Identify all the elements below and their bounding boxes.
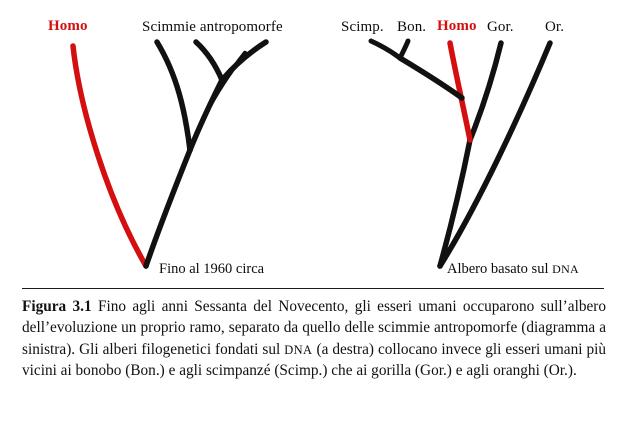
right-tree-bonobo-branch [400,41,408,58]
left-tree-tip-label-apes: Scimmie antropomorfe [142,19,283,35]
right-tree-tip-label-or: Or. [545,19,565,35]
right-tree-base-stem [440,140,470,266]
right-tree-tip-label-homo: Homo [437,18,477,34]
figure-number: Figura 3.1 [22,298,92,315]
caption-smallcaps-dna: DNA [284,342,313,357]
left-tree-homo-branch [73,46,146,266]
right-tree-tip-label-bon: Bon. [397,19,427,35]
figure-caption [22,296,606,382]
caption-part-2: (a destra) collocano invece gli esseri umani più vicini ai bonobo (Bon.) e agli scimpanzé (Scimp.) che ai gorilla (Gor.) e agli oranghi (Or.). [22,340,606,380]
left-tree-group [73,42,266,266]
caption-divider-rule [22,288,604,289]
left-tree-ape-trunk [146,150,190,266]
right-tree-tip-label-gor: Gor. [487,19,514,35]
caption-part-1: Fino agli anni Sessanta del Novecento, gli esseri umani occuparono sull’albero dell’evoluzione un proprio ramo, separato da quello delle scimmie antropomorfe (diagramma a sinistra). Gli alberi filogenetici fondati sul [22,298,606,358]
right-tree-gorilla-branch [470,43,501,140]
left-tree-base-label: Fino al 1960 circa [159,261,265,277]
right-tree-base-label-dna: DNA [552,262,580,276]
right-tree-base-label [447,261,579,278]
left-tree-tip-label-homo: Homo [48,18,88,34]
right-tree-group [371,41,550,266]
left-tree-branch-a [157,42,190,150]
right-tree-chimp-branch [371,41,400,58]
left-tree-branch-c [196,42,222,80]
right-tree-tip-label-scimp: Scimp. [341,19,384,35]
right-tree-base-label-text: Albero basato sul [447,261,553,277]
